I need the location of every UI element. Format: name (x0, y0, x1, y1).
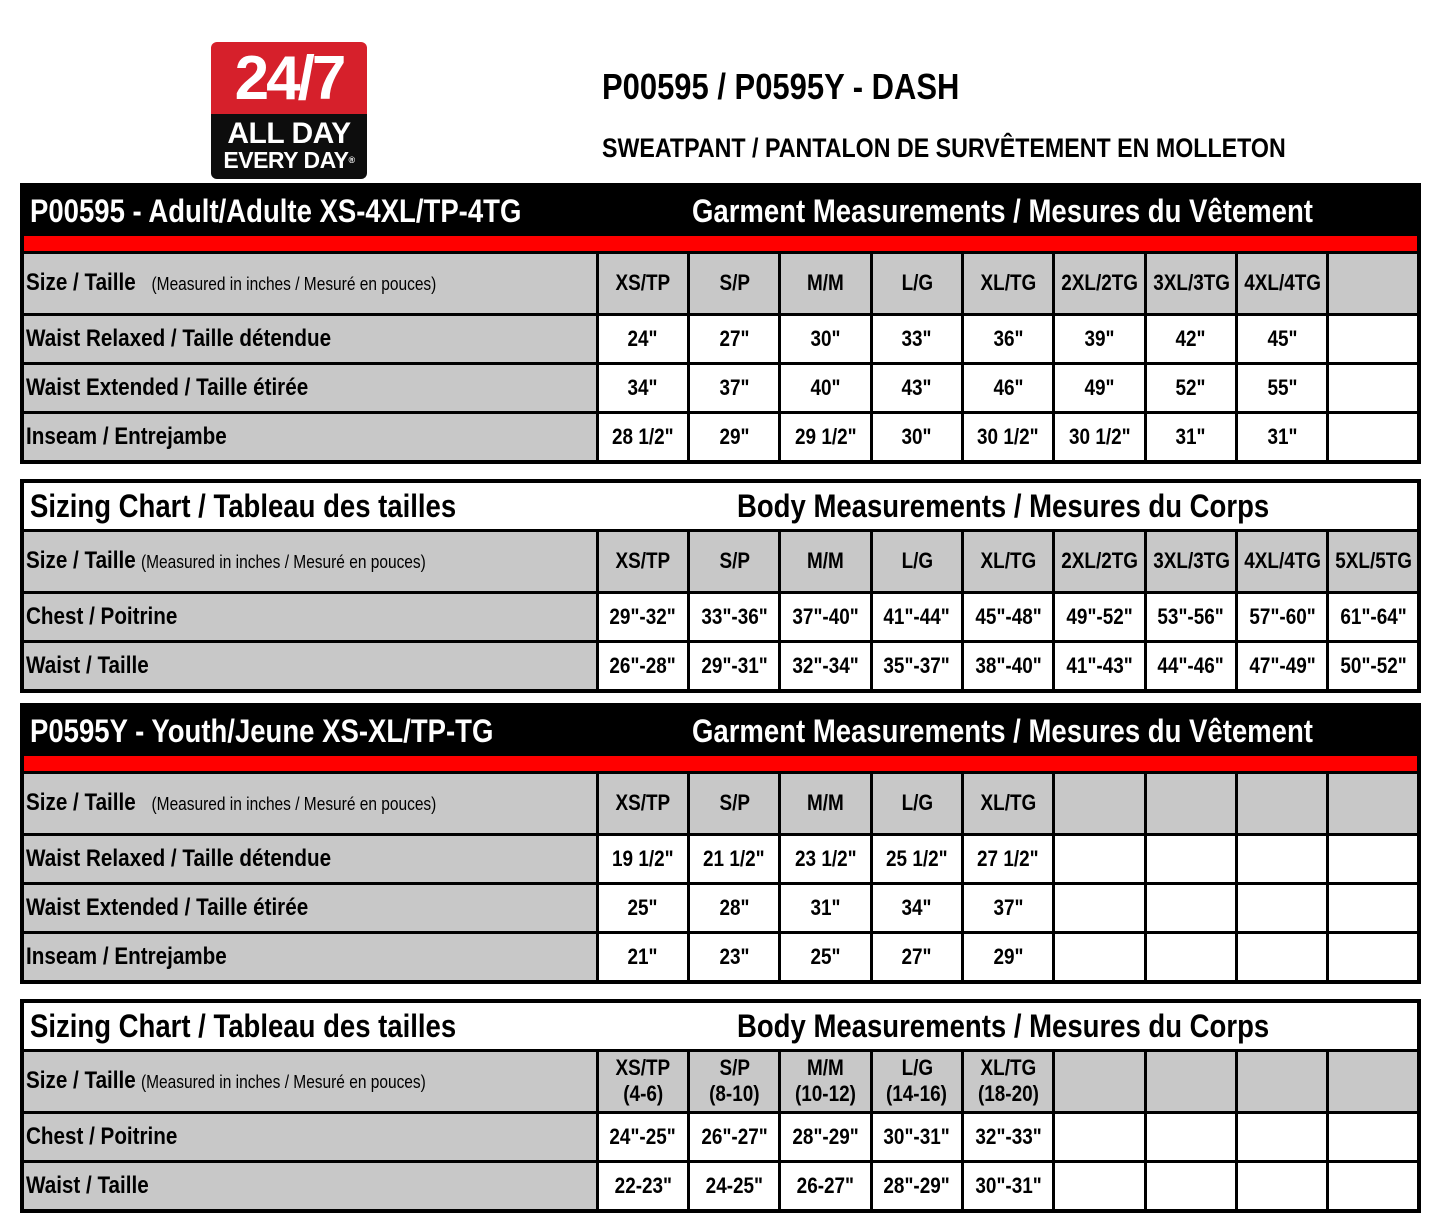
value-cell (1328, 834, 1417, 883)
size-header: M/M (780, 774, 871, 834)
size-header: S/P (689, 774, 780, 834)
size-header: L/G (871, 774, 962, 834)
size-label-cell: Size / Taille (Measured in inches / Mesuré en pouces) (24, 532, 597, 592)
row-label: Waist Relaxed / Taille détendue (24, 314, 597, 363)
value-cell (1237, 1161, 1328, 1209)
value-cell: 33" (871, 314, 962, 363)
size-header: 3XL/3TG (1145, 254, 1236, 314)
section-subtitle: Garment Measurements / Mesures du Vêtement (692, 193, 1313, 229)
value-cell: 40" (780, 363, 871, 412)
size-header (1054, 774, 1145, 834)
adult-body-table (24, 532, 1417, 689)
logo-number: 24/7 (211, 42, 367, 114)
size-header: 2XL/2TG (1054, 532, 1145, 592)
registered-mark: ® (348, 155, 355, 165)
size-header: M/M (780, 254, 871, 314)
table-header-row (24, 254, 1417, 314)
value-cell: 41"-43" (1054, 641, 1145, 689)
value-cell: 42" (1145, 314, 1236, 363)
section-header (24, 483, 1417, 532)
logo-tagline-2: EVERY DAY (223, 147, 349, 173)
section-title: P0595Y - Youth/Jeune XS-XL/TP-TG (30, 713, 494, 749)
size-header: S/P (689, 532, 780, 592)
value-cell: 24"-25" (597, 1112, 688, 1161)
value-cell: 34" (597, 363, 688, 412)
row-label: Waist Extended / Taille étirée (24, 363, 597, 412)
table-row (24, 1161, 1417, 1209)
value-cell: 61"-64" (1328, 592, 1417, 641)
size-header: S/P (689, 254, 780, 314)
section-title: P00595 - Adult/Adulte XS-4XL/TP-4TG (30, 193, 522, 229)
size-header: M/M (10-12) (780, 1052, 871, 1112)
value-cell: 23 1/2" (780, 834, 871, 883)
value-cell (1145, 1161, 1236, 1209)
value-cell: 39" (1054, 314, 1145, 363)
size-header: XS/TP (597, 774, 688, 834)
adult-body-section (20, 479, 1421, 693)
size-header (1328, 1052, 1417, 1112)
section-header (24, 187, 1417, 236)
section-title: Sizing Chart / Tableau des tailles (30, 487, 457, 524)
value-cell: 31" (780, 883, 871, 932)
value-cell: 29" (963, 932, 1054, 980)
value-cell: 52" (1145, 363, 1236, 412)
size-header: 4XL/4TG (1237, 254, 1328, 314)
adult-garment-table (24, 254, 1417, 460)
table-row (24, 1112, 1417, 1161)
value-cell: 34" (871, 883, 962, 932)
value-cell (1054, 834, 1145, 883)
row-label: Waist Relaxed / Taille détendue (24, 834, 597, 883)
size-header: 3XL/3TG (1145, 532, 1236, 592)
value-cell: 44"-46" (1145, 641, 1236, 689)
size-label-cell: Size / Taille (Measured in inches / Mesuré en pouces) (24, 774, 597, 834)
size-header (1237, 774, 1328, 834)
value-cell: 29 1/2" (780, 412, 871, 460)
value-cell (1328, 1161, 1417, 1209)
value-cell (1328, 1112, 1417, 1161)
row-label: Waist Extended / Taille étirée (24, 883, 597, 932)
logo-tagline-1: ALL DAY (227, 117, 351, 150)
row-label: Chest / Poitrine (24, 592, 597, 641)
value-cell: 33"-36" (689, 592, 780, 641)
table-row (24, 314, 1417, 363)
value-cell: 30"-31" (963, 1161, 1054, 1209)
section-subtitle: Garment Measurements / Mesures du Vêtement (692, 713, 1313, 749)
page-subtitle: SWEATPANT / PANTALON DE SURVÊTEMENT EN MOLLETON (602, 133, 1286, 163)
value-cell: 37" (689, 363, 780, 412)
value-cell: 31" (1237, 412, 1328, 460)
size-header: 5XL/5TG (1328, 532, 1417, 592)
value-cell: 28 1/2" (597, 412, 688, 460)
value-cell: 25" (780, 932, 871, 980)
youth-garment-table (24, 774, 1417, 980)
table-row (24, 363, 1417, 412)
section-subtitle: Body Measurements / Mesures du Corps (737, 1007, 1270, 1044)
value-cell: 30" (871, 412, 962, 460)
value-cell: 50"-52" (1328, 641, 1417, 689)
value-cell (1054, 883, 1145, 932)
value-cell: 23" (689, 932, 780, 980)
size-header: XL/TG (963, 532, 1054, 592)
value-cell: 28"-29" (780, 1112, 871, 1161)
size-header: S/P (8-10) (689, 1052, 780, 1112)
table-row (24, 592, 1417, 641)
value-cell: 29" (689, 412, 780, 460)
value-cell: 32"-34" (780, 641, 871, 689)
table-header-row (24, 774, 1417, 834)
row-label: Inseam / Entrejambe (24, 412, 597, 460)
size-header: L/G (871, 254, 962, 314)
value-cell: 21 1/2" (689, 834, 780, 883)
value-cell (1145, 1112, 1236, 1161)
value-cell: 27" (689, 314, 780, 363)
value-cell: 45"-48" (963, 592, 1054, 641)
value-cell (1237, 1112, 1328, 1161)
size-header (1237, 1052, 1328, 1112)
table-header-row (24, 1052, 1417, 1112)
value-cell (1328, 932, 1417, 980)
size-header: XS/TP (4-6) (597, 1052, 688, 1112)
size-header: L/G (14-16) (871, 1052, 962, 1112)
size-header (1054, 1052, 1145, 1112)
value-cell: 21" (597, 932, 688, 980)
size-header: 4XL/4TG (1237, 532, 1328, 592)
value-cell: 24" (597, 314, 688, 363)
value-cell (1054, 932, 1145, 980)
size-header (1145, 1052, 1236, 1112)
value-cell: 47"-49" (1237, 641, 1328, 689)
value-cell: 57"-60" (1237, 592, 1328, 641)
size-label-cell: Size / Taille (Measured in inches / Mesuré en pouces) (24, 254, 597, 314)
table-row (24, 641, 1417, 689)
row-label: Waist / Taille (24, 641, 597, 689)
value-cell: 30" (780, 314, 871, 363)
size-header: XS/TP (597, 254, 688, 314)
value-cell (1328, 412, 1417, 460)
adult-garment-section (20, 183, 1421, 464)
value-cell (1328, 883, 1417, 932)
size-header: XL/TG (963, 774, 1054, 834)
value-cell: 27" (871, 932, 962, 980)
table-header-row (24, 532, 1417, 592)
row-label: Chest / Poitrine (24, 1112, 597, 1161)
value-cell: 26"-28" (597, 641, 688, 689)
value-cell: 22-23" (597, 1161, 688, 1209)
value-cell: 49" (1054, 363, 1145, 412)
value-cell: 29"-32" (597, 592, 688, 641)
value-cell: 29"-31" (689, 641, 780, 689)
value-cell: 28" (689, 883, 780, 932)
value-cell: 53"-56" (1145, 592, 1236, 641)
size-header: XL/TG (18-20) (963, 1052, 1054, 1112)
value-cell (1237, 834, 1328, 883)
value-cell: 37"-40" (780, 592, 871, 641)
value-cell (1145, 883, 1236, 932)
size-header: XL/TG (963, 254, 1054, 314)
value-cell: 43" (871, 363, 962, 412)
value-cell (1054, 1161, 1145, 1209)
value-cell: 28"-29" (871, 1161, 962, 1209)
value-cell: 30 1/2" (963, 412, 1054, 460)
page-title: P00595 / P0595Y - DASH (602, 66, 960, 107)
table-row (24, 834, 1417, 883)
value-cell: 36" (963, 314, 1054, 363)
value-cell: 38"-40" (963, 641, 1054, 689)
value-cell: 31" (1145, 412, 1236, 460)
size-header: L/G (871, 532, 962, 592)
size-label-cell: Size / Taille (Measured in inches / Mesuré en pouces) (24, 1052, 597, 1112)
red-divider (24, 756, 1417, 774)
size-header (1328, 774, 1417, 834)
value-cell: 27 1/2" (963, 834, 1054, 883)
value-cell: 49"-52" (1054, 592, 1145, 641)
red-divider (24, 236, 1417, 254)
value-cell (1237, 932, 1328, 980)
row-label: Inseam / Entrejambe (24, 932, 597, 980)
value-cell: 26-27" (780, 1161, 871, 1209)
value-cell: 55" (1237, 363, 1328, 412)
value-cell: 46" (963, 363, 1054, 412)
value-cell (1054, 1112, 1145, 1161)
value-cell: 26"-27" (689, 1112, 780, 1161)
value-cell: 24-25" (689, 1161, 780, 1209)
table-row (24, 883, 1417, 932)
table-row (24, 932, 1417, 980)
value-cell: 25" (597, 883, 688, 932)
value-cell: 30"-31" (871, 1112, 962, 1161)
section-header (24, 1003, 1417, 1052)
value-cell: 19 1/2" (597, 834, 688, 883)
value-cell (1145, 932, 1236, 980)
section-subtitle: Body Measurements / Mesures du Corps (737, 487, 1270, 524)
value-cell: 37" (963, 883, 1054, 932)
size-header (1328, 254, 1417, 314)
size-header: M/M (780, 532, 871, 592)
value-cell: 30 1/2" (1054, 412, 1145, 460)
value-cell (1237, 883, 1328, 932)
value-cell (1145, 834, 1236, 883)
value-cell: 45" (1237, 314, 1328, 363)
section-header (24, 707, 1417, 756)
value-cell: 25 1/2" (871, 834, 962, 883)
value-cell: 32"-33" (963, 1112, 1054, 1161)
value-cell (1328, 314, 1417, 363)
youth-garment-section (20, 703, 1421, 984)
value-cell: 41"-44" (871, 592, 962, 641)
size-header (1145, 774, 1236, 834)
youth-body-section (20, 999, 1421, 1213)
value-cell (1328, 363, 1417, 412)
value-cell: 35"-37" (871, 641, 962, 689)
youth-body-table (24, 1052, 1417, 1209)
section-title: Sizing Chart / Tableau des tailles (30, 1007, 457, 1044)
size-header: 2XL/2TG (1054, 254, 1145, 314)
table-row (24, 412, 1417, 460)
brand-logo (211, 42, 367, 181)
size-header: XS/TP (597, 532, 688, 592)
row-label: Waist / Taille (24, 1161, 597, 1209)
